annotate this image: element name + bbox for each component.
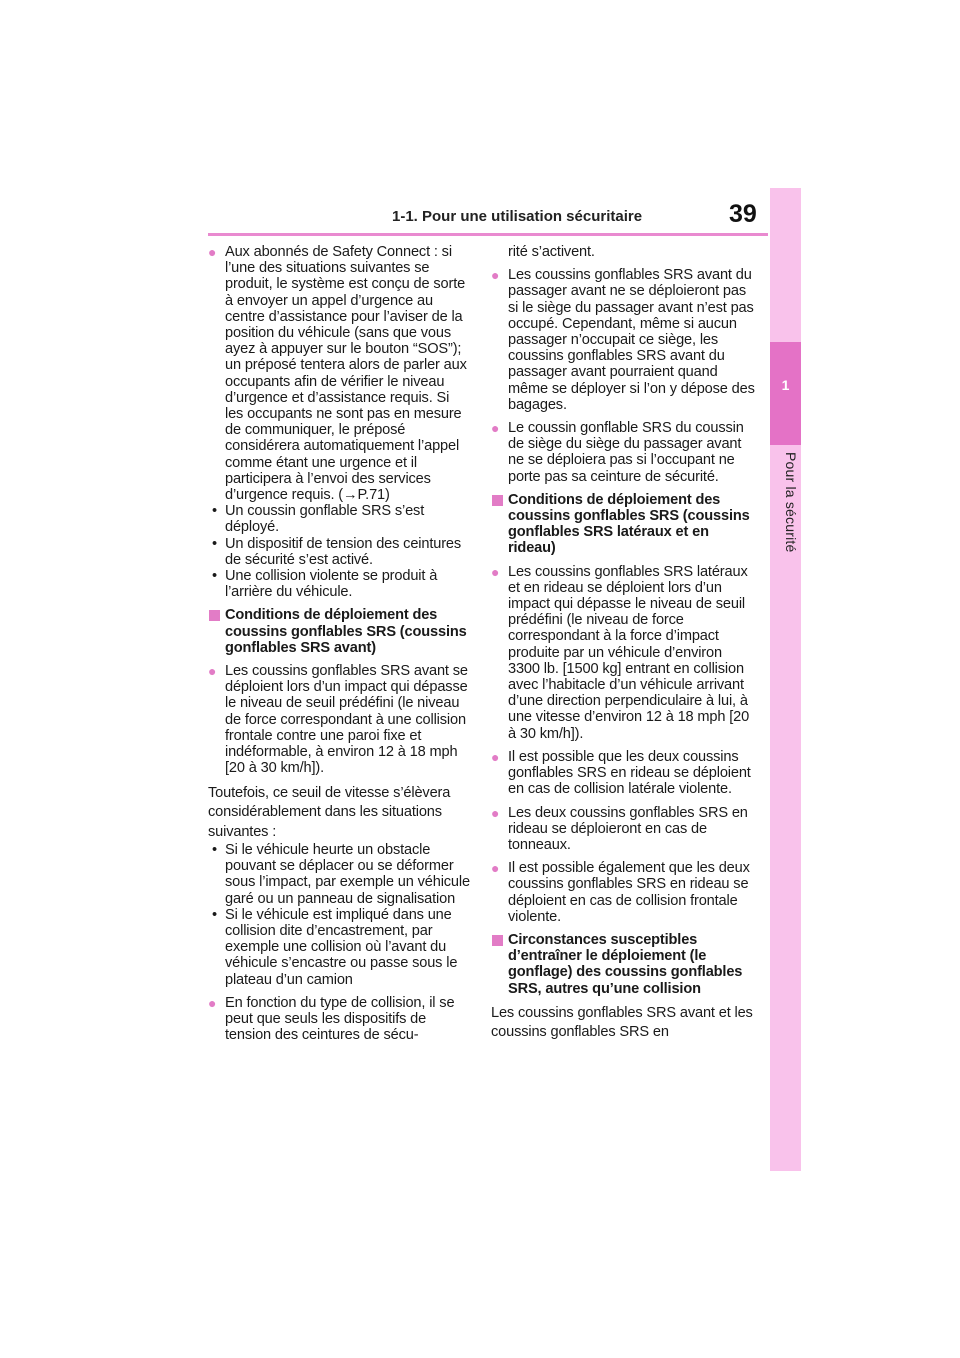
side-tab-chapter-marker xyxy=(770,342,801,445)
sub-item: • Une collision violente se produit à l’arrière du véhicule. xyxy=(212,568,438,601)
left-column xyxy=(208,244,470,1050)
header-rule xyxy=(208,233,768,236)
section-title: 1-1. Pour une utilisation sécuritaire xyxy=(392,208,643,225)
page-number: 39 xyxy=(729,200,757,228)
bullet-curtain-side-collision: ● Il est possible que les deux coussins gonflables SRS en rideau se déploient en cas de collision latérale violente. xyxy=(491,749,757,798)
bullet-safety-connect xyxy=(208,244,470,600)
section-heading: Conditions de déploiement des coussins gonflables SRS (coussins gonflables SRS latéraux et en rideau) xyxy=(491,492,757,557)
paragraph-text: Les coussins gonflables SRS avant et les coussins gonflables SRS en xyxy=(491,1004,753,1041)
section-heading: Circonstances susceptibles d’entraîner le déploiement (le gonflage) des coussins gonflables SRS, autres qu’une collision xyxy=(491,932,757,997)
right-column xyxy=(491,244,757,1050)
sub-item: • Un coussin gonflable SRS s’est déployé. xyxy=(212,503,425,536)
bullet-side-curtain-airbags: ● Les coussins gonflables SRS latéraux et en rideau se déploient lors d’un impact qui dépasse le niveau de seuil prédéfini (le niveau de force correspondant à la force d’impact produite par un véhicule d’environ 3300 lb. [1500 kg] entrant en collision avec l’habitacle d’un véhicule arrivant d’une direction perpendiculaire à lui, à une vitesse d’environ 12 à 18 mph [20 à 30 km/h]). xyxy=(491,564,757,742)
bullet-front-airbags: ● Les coussins gonflables SRS avant se déploient lors d’un impact qui dépasse le niveau de seuil prédéfini (le niveau de force correspondant à une collision frontale contre une paroi fixe et indéformable, à environ 12 à 18 mph [20 à 30 km/h]). xyxy=(208,663,470,776)
continuation-text: rité s’activent. xyxy=(508,244,595,260)
bullet-curtain-rollover: ● Les deux coussins gonflables SRS en rideau se déploieront en cas de tonneaux. xyxy=(491,805,757,854)
paragraph-text: Toutefois, ce seuil de vitesse s’élèvera considérablement dans les situations suivantes : xyxy=(208,784,451,840)
section-heading: Conditions de déploiement des coussins gonflables SRS (coussins gonflables SRS avant) xyxy=(208,607,470,656)
bullet-collision-type: ● En fonction du type de collision, il se peut que seuls les dispositifs de tension des ceintures de sécu- xyxy=(208,995,470,1044)
bullet-text: ● Aux abonnés de Safety Connect : si l’une des situations suivantes se produit, le système est conçu de sorte à envoyer un appel d’urgence au centre d’assistance pour l’aviser de la position du véhicule (sans que vous ayez à appuyer sur le bouton “SOS”); un préposé tentera alors de parler aux occupants afin de vérifier le niveau d’urgence et d’assistance requis. Si les occupants ne sont pas en mesure de communiquer, le préposé considérera automatiquement l’appel comme étant une urgence et il participera à l’envoi des services d’urgence requis. (→P.71) xyxy=(208,244,470,503)
side-tab xyxy=(770,188,801,1171)
bullet-passenger-airbag: ● Les coussins gonflables SRS avant du passager avant ne se déploieront pas si le siège du passager avant n’est pas occupé. Cependant, même si aucun passager n’occupait ce siège, les coussins gonflables SRS avant du passager avant pourraient quand même se déployer si l’on y dépose des bagages. xyxy=(491,267,757,413)
chapter-number: 1 xyxy=(781,377,790,393)
sub-list xyxy=(208,842,470,988)
sub-list xyxy=(208,503,470,600)
paragraph-threshold xyxy=(208,784,470,988)
sub-item: • Si le véhicule heurte un obstacle pouvant se déplacer ou se déformer sous l’impact, par exemple un véhicule garé ou un panneau de signalisation xyxy=(212,842,470,907)
sub-item: • Si le véhicule est impliqué dans une collision dite d’encastrement, par exemple une collision où l’avant du véhicule s’encastre ou passe sous le plateau d’un camion xyxy=(212,906,458,988)
bullet-seat-cushion-airbag: ● Le coussin gonflable SRS du coussin de siège du siège du passager avant ne se déploiera pas si l’occupant ne porte pas sa ceinture de sécurité. xyxy=(491,420,757,485)
sub-item: • Un dispositif de tension des ceintures de sécurité s’est activé. xyxy=(212,535,462,568)
bullet-curtain-frontal: ● Il est possible également que les deux coussins gonflables SRS en rideau se déploient en cas de collision frontale violente. xyxy=(491,860,757,925)
chapter-label: Pour la sécurité xyxy=(783,452,799,553)
